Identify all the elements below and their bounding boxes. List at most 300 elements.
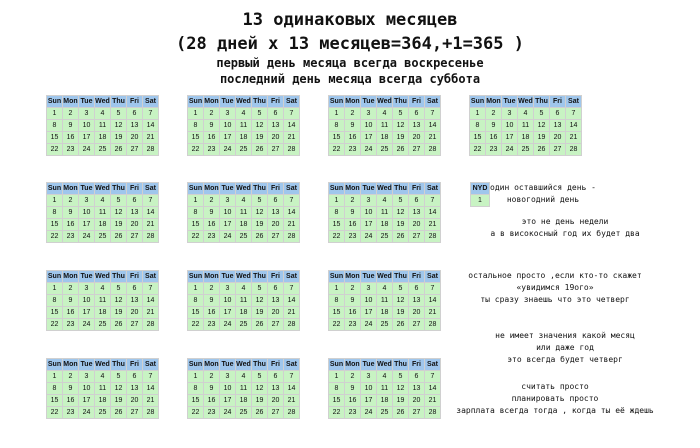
day-cell: 1 xyxy=(329,108,345,120)
day-cell: 2 xyxy=(345,195,361,207)
day-cell: 6 xyxy=(268,371,284,383)
week-row xyxy=(47,108,159,120)
week-row xyxy=(329,383,441,395)
week-row xyxy=(47,231,159,243)
day-cell: 10 xyxy=(79,383,95,395)
day-cell: 19 xyxy=(252,307,268,319)
day-cell: 4 xyxy=(377,195,393,207)
day-cell: 18 xyxy=(95,395,111,407)
week-row xyxy=(329,283,441,295)
weekday-header: Sun xyxy=(188,359,204,371)
month-calendar xyxy=(328,358,441,419)
day-cell: 24 xyxy=(220,231,236,243)
day-cell: 22 xyxy=(470,144,486,156)
day-cell: 11 xyxy=(236,383,252,395)
weekday-header: Fri xyxy=(268,183,284,195)
day-cell: 9 xyxy=(63,207,79,219)
day-cell: 21 xyxy=(566,132,582,144)
day-cell: 8 xyxy=(329,120,345,132)
day-cell: 7 xyxy=(143,283,159,295)
day-cell: 7 xyxy=(143,108,159,120)
day-cell: 16 xyxy=(486,132,502,144)
weekday-header: Sat xyxy=(284,96,300,108)
day-cell: 23 xyxy=(63,407,79,419)
note-line: новогодний день xyxy=(506,195,580,204)
day-cell: 17 xyxy=(79,307,95,319)
week-row xyxy=(188,195,300,207)
day-cell: 13 xyxy=(409,207,425,219)
day-cell: 27 xyxy=(127,231,143,243)
weekday-header: Sat xyxy=(425,183,441,195)
day-cell: 3 xyxy=(79,108,95,120)
day-cell: 26 xyxy=(111,231,127,243)
note-line: это не день недели xyxy=(521,217,609,226)
week-row xyxy=(470,132,582,144)
day-cell: 19 xyxy=(252,395,268,407)
day-cell: 22 xyxy=(329,231,345,243)
day-cell: 11 xyxy=(236,120,252,132)
week-row xyxy=(47,319,159,331)
subtitle-first-day: первый день месяца всегда воскресенье xyxy=(216,56,484,70)
day-cell: 14 xyxy=(284,207,300,219)
day-cell: 2 xyxy=(345,371,361,383)
day-cell: 14 xyxy=(284,120,300,132)
day-cell: 2 xyxy=(345,108,361,120)
week-row xyxy=(188,144,300,156)
weekday-header: Tue xyxy=(79,183,95,195)
day-cell: 27 xyxy=(268,144,284,156)
day-cell: 27 xyxy=(409,407,425,419)
title-line-1: 13 одинаковых месяцев xyxy=(242,10,458,30)
day-cell: 9 xyxy=(486,120,502,132)
day-cell: 21 xyxy=(284,395,300,407)
day-cell: 2 xyxy=(63,195,79,207)
weekday-header: Wed xyxy=(95,271,111,283)
day-cell: 26 xyxy=(393,407,409,419)
weekday-header-row xyxy=(188,183,300,195)
weekday-header: Wed xyxy=(377,359,393,371)
day-cell: 23 xyxy=(204,319,220,331)
day-cell: 24 xyxy=(361,319,377,331)
day-cell: 14 xyxy=(425,207,441,219)
day-cell: 5 xyxy=(252,283,268,295)
day-cell: 20 xyxy=(127,307,143,319)
month-calendar xyxy=(187,358,300,419)
day-cell: 19 xyxy=(393,395,409,407)
day-cell: 26 xyxy=(252,319,268,331)
weekday-header: Sat xyxy=(284,359,300,371)
day-cell: 18 xyxy=(518,132,534,144)
day-cell: 4 xyxy=(518,108,534,120)
weekday-header: Sat xyxy=(425,96,441,108)
day-cell: 17 xyxy=(502,132,518,144)
weekday-header: Mon xyxy=(345,359,361,371)
week-row xyxy=(47,395,159,407)
note-line: или даже год xyxy=(536,343,594,352)
day-cell: 13 xyxy=(127,120,143,132)
day-cell: 27 xyxy=(409,231,425,243)
day-cell: 1 xyxy=(47,108,63,120)
day-cell: 15 xyxy=(329,132,345,144)
day-cell: 9 xyxy=(345,383,361,395)
weekday-header: Tue xyxy=(502,96,518,108)
note-thursday xyxy=(455,270,655,306)
day-cell: 7 xyxy=(284,371,300,383)
day-cell: 24 xyxy=(79,407,95,419)
weekday-header: Thu xyxy=(252,96,268,108)
day-cell: 14 xyxy=(284,383,300,395)
day-cell: 24 xyxy=(79,144,95,156)
day-cell: 26 xyxy=(252,231,268,243)
day-cell: 9 xyxy=(204,120,220,132)
day-cell: 24 xyxy=(220,144,236,156)
day-cell: 7 xyxy=(284,195,300,207)
weekday-header: Sun xyxy=(329,271,345,283)
note-line: зарплата всегда тогда , когда ты её ждешь xyxy=(456,406,654,415)
week-row xyxy=(329,395,441,407)
weekday-header: Mon xyxy=(63,183,79,195)
weekday-header: Sun xyxy=(47,96,63,108)
note-line: считать просто xyxy=(521,382,589,391)
week-row xyxy=(329,295,441,307)
day-cell: 4 xyxy=(95,108,111,120)
day-cell: 19 xyxy=(111,219,127,231)
day-cell: 16 xyxy=(63,219,79,231)
weekday-header: Sat xyxy=(143,183,159,195)
weekday-header: Sun xyxy=(47,183,63,195)
day-cell: 5 xyxy=(252,371,268,383)
weekday-header-row xyxy=(47,183,159,195)
day-cell: 8 xyxy=(188,207,204,219)
day-cell: 21 xyxy=(425,132,441,144)
day-cell: 19 xyxy=(111,307,127,319)
weekday-header-row xyxy=(47,271,159,283)
day-cell: 16 xyxy=(345,132,361,144)
day-cell: 6 xyxy=(268,108,284,120)
day-cell: 10 xyxy=(361,207,377,219)
day-cell: 1 xyxy=(329,371,345,383)
weekday-header: Thu xyxy=(111,96,127,108)
weekday-header: Tue xyxy=(361,183,377,195)
day-cell: 21 xyxy=(284,132,300,144)
week-row xyxy=(188,120,300,132)
day-cell: 24 xyxy=(502,144,518,156)
day-cell: 11 xyxy=(95,383,111,395)
weekday-header: Wed xyxy=(236,183,252,195)
day-cell: 10 xyxy=(79,207,95,219)
day-cell: 11 xyxy=(95,295,111,307)
week-row xyxy=(47,407,159,419)
day-cell: 21 xyxy=(425,307,441,319)
day-cell: 20 xyxy=(550,132,566,144)
weekday-header: Wed xyxy=(236,96,252,108)
week-row xyxy=(188,319,300,331)
day-cell: 18 xyxy=(236,395,252,407)
week-row xyxy=(47,371,159,383)
day-cell: 10 xyxy=(220,207,236,219)
weekday-header: Tue xyxy=(220,183,236,195)
weekday-header: Sun xyxy=(188,271,204,283)
weekday-header: Wed xyxy=(518,96,534,108)
day-cell: 26 xyxy=(393,144,409,156)
day-cell: 25 xyxy=(377,319,393,331)
day-cell: 11 xyxy=(518,120,534,132)
day-cell: 6 xyxy=(127,371,143,383)
day-cell: 1 xyxy=(47,195,63,207)
weekday-header-row xyxy=(188,359,300,371)
weekday-header: Wed xyxy=(377,271,393,283)
note-line: «увидимся 19ого» xyxy=(516,283,594,292)
day-cell: 14 xyxy=(566,120,582,132)
day-cell: 2 xyxy=(63,108,79,120)
day-cell: 13 xyxy=(409,120,425,132)
day-cell: 8 xyxy=(470,120,486,132)
week-row xyxy=(329,371,441,383)
weekday-header-row xyxy=(47,96,159,108)
day-cell: 14 xyxy=(143,295,159,307)
day-cell: 15 xyxy=(329,219,345,231)
day-cell: 19 xyxy=(252,219,268,231)
day-cell: 19 xyxy=(393,307,409,319)
weekday-header: Fri xyxy=(127,271,143,283)
day-cell: 1 xyxy=(188,108,204,120)
day-cell: 1 xyxy=(47,283,63,295)
day-cell: 16 xyxy=(204,219,220,231)
day-cell: 11 xyxy=(236,207,252,219)
day-cell: 2 xyxy=(63,371,79,383)
day-cell: 16 xyxy=(204,132,220,144)
week-row xyxy=(329,319,441,331)
weekday-header: Tue xyxy=(220,96,236,108)
weekday-header: Sat xyxy=(143,359,159,371)
day-cell: 14 xyxy=(425,383,441,395)
week-row xyxy=(188,371,300,383)
day-cell: 23 xyxy=(63,144,79,156)
day-cell: 27 xyxy=(268,231,284,243)
day-cell: 25 xyxy=(377,144,393,156)
day-cell: 4 xyxy=(236,108,252,120)
day-cell: 24 xyxy=(79,231,95,243)
day-cell: 7 xyxy=(284,108,300,120)
weekday-header: Wed xyxy=(236,271,252,283)
day-cell: 12 xyxy=(252,207,268,219)
day-cell: 3 xyxy=(220,371,236,383)
month-calendar xyxy=(46,270,159,331)
weekday-header: Wed xyxy=(377,183,393,195)
day-cell: 14 xyxy=(143,383,159,395)
day-cell: 8 xyxy=(329,295,345,307)
day-cell: 28 xyxy=(425,407,441,419)
day-cell: 18 xyxy=(95,307,111,319)
week-row xyxy=(329,219,441,231)
day-cell: 27 xyxy=(409,319,425,331)
weekday-header: Sun xyxy=(329,96,345,108)
day-cell: 25 xyxy=(518,144,534,156)
weekday-header: Tue xyxy=(79,271,95,283)
day-cell: 22 xyxy=(47,231,63,243)
weekday-header: Thu xyxy=(111,271,127,283)
day-cell: 19 xyxy=(111,132,127,144)
day-cell: 28 xyxy=(425,144,441,156)
day-cell: 17 xyxy=(220,219,236,231)
note-line: ты сразу знаешь что это четверг xyxy=(480,295,630,304)
day-cell: 13 xyxy=(268,120,284,132)
day-cell: 20 xyxy=(409,307,425,319)
day-cell: 22 xyxy=(188,407,204,419)
day-cell: 13 xyxy=(127,295,143,307)
day-cell: 20 xyxy=(268,132,284,144)
day-cell: 25 xyxy=(236,231,252,243)
weekday-header: Fri xyxy=(409,96,425,108)
day-cell: 27 xyxy=(268,319,284,331)
week-row xyxy=(188,283,300,295)
day-cell: 3 xyxy=(361,283,377,295)
weekday-header: Mon xyxy=(345,183,361,195)
month-calendar xyxy=(46,95,159,156)
week-row xyxy=(470,144,582,156)
weekday-header: Wed xyxy=(95,359,111,371)
week-row xyxy=(47,383,159,395)
day-cell: 15 xyxy=(47,307,63,319)
weekday-header: Thu xyxy=(252,183,268,195)
day-cell: 19 xyxy=(111,395,127,407)
day-cell: 7 xyxy=(143,371,159,383)
day-cell: 21 xyxy=(425,219,441,231)
day-cell: 19 xyxy=(393,132,409,144)
weekday-header: Thu xyxy=(393,359,409,371)
day-cell: 16 xyxy=(345,307,361,319)
weekday-header: Thu xyxy=(534,96,550,108)
day-cell: 14 xyxy=(425,120,441,132)
day-cell: 10 xyxy=(79,120,95,132)
day-cell: 15 xyxy=(329,395,345,407)
day-cell: 21 xyxy=(284,219,300,231)
day-cell: 5 xyxy=(393,108,409,120)
day-cell: 14 xyxy=(284,295,300,307)
day-cell: 5 xyxy=(393,283,409,295)
day-cell: 9 xyxy=(204,383,220,395)
subtitle-last-day: последний день месяца всегда суббота xyxy=(219,72,481,86)
day-cell: 12 xyxy=(111,207,127,219)
weekday-header-row xyxy=(470,96,582,108)
day-cell: 5 xyxy=(252,195,268,207)
day-cell: 25 xyxy=(95,319,111,331)
day-cell: 22 xyxy=(188,231,204,243)
day-cell: 11 xyxy=(95,120,111,132)
nyd-table xyxy=(470,182,490,207)
day-cell: 17 xyxy=(361,132,377,144)
month-calendar xyxy=(469,95,582,156)
weekday-header: Thu xyxy=(393,96,409,108)
note-line: а в високосный год их будет два xyxy=(490,229,640,238)
day-cell: 25 xyxy=(95,231,111,243)
day-cell: 26 xyxy=(393,319,409,331)
weekday-header: Mon xyxy=(63,271,79,283)
day-cell: 6 xyxy=(550,108,566,120)
day-cell: 17 xyxy=(361,395,377,407)
day-cell: 9 xyxy=(63,383,79,395)
week-row xyxy=(47,207,159,219)
day-cell: 12 xyxy=(252,295,268,307)
weekday-header: Tue xyxy=(361,359,377,371)
day-cell: 26 xyxy=(111,144,127,156)
day-cell: 16 xyxy=(63,395,79,407)
day-cell: 5 xyxy=(111,108,127,120)
day-cell: 3 xyxy=(361,371,377,383)
day-cell: 16 xyxy=(345,219,361,231)
day-cell: 2 xyxy=(63,283,79,295)
weekday-header: Sun xyxy=(47,359,63,371)
day-cell: 22 xyxy=(188,319,204,331)
note-leap xyxy=(470,216,660,240)
day-cell: 13 xyxy=(127,207,143,219)
week-row xyxy=(329,231,441,243)
weekday-header: Tue xyxy=(361,271,377,283)
day-cell: 17 xyxy=(220,132,236,144)
day-cell: 5 xyxy=(534,108,550,120)
day-cell: 26 xyxy=(111,407,127,419)
day-cell: 7 xyxy=(425,195,441,207)
day-cell: 13 xyxy=(550,120,566,132)
day-cell: 17 xyxy=(220,395,236,407)
day-cell: 7 xyxy=(425,283,441,295)
day-cell: 18 xyxy=(236,307,252,319)
day-cell: 24 xyxy=(361,231,377,243)
day-cell: 13 xyxy=(268,295,284,307)
weekday-header-row xyxy=(329,183,441,195)
day-cell: 21 xyxy=(143,307,159,319)
day-cell: 10 xyxy=(502,120,518,132)
day-cell: 25 xyxy=(236,319,252,331)
weekday-header: Sun xyxy=(329,359,345,371)
week-row xyxy=(188,295,300,307)
day-cell: 15 xyxy=(47,395,63,407)
day-cell: 11 xyxy=(377,295,393,307)
day-cell: 8 xyxy=(329,383,345,395)
week-row xyxy=(329,144,441,156)
day-cell: 19 xyxy=(534,132,550,144)
month-calendar xyxy=(328,182,441,243)
day-cell: 3 xyxy=(220,108,236,120)
weekday-header: Tue xyxy=(220,271,236,283)
weekday-header: Fri xyxy=(409,183,425,195)
day-cell: 27 xyxy=(268,407,284,419)
day-cell: 14 xyxy=(143,120,159,132)
week-row xyxy=(188,219,300,231)
day-cell: 28 xyxy=(566,144,582,156)
day-cell: 2 xyxy=(204,371,220,383)
day-cell: 16 xyxy=(345,395,361,407)
day-cell: 6 xyxy=(268,283,284,295)
day-cell: 7 xyxy=(425,108,441,120)
day-cell: 23 xyxy=(345,319,361,331)
day-cell: 17 xyxy=(220,307,236,319)
day-cell: 10 xyxy=(220,120,236,132)
day-cell: 16 xyxy=(63,307,79,319)
day-cell: 12 xyxy=(252,383,268,395)
weekday-header: Tue xyxy=(79,359,95,371)
day-cell: 17 xyxy=(79,132,95,144)
day-cell: 22 xyxy=(329,144,345,156)
week-row xyxy=(188,307,300,319)
day-cell: 20 xyxy=(409,395,425,407)
weekday-header: Fri xyxy=(268,271,284,283)
weekday-header: Sun xyxy=(188,183,204,195)
day-cell: 28 xyxy=(284,231,300,243)
day-cell: 21 xyxy=(284,307,300,319)
weekday-header: Sun xyxy=(47,271,63,283)
day-cell: 12 xyxy=(393,383,409,395)
